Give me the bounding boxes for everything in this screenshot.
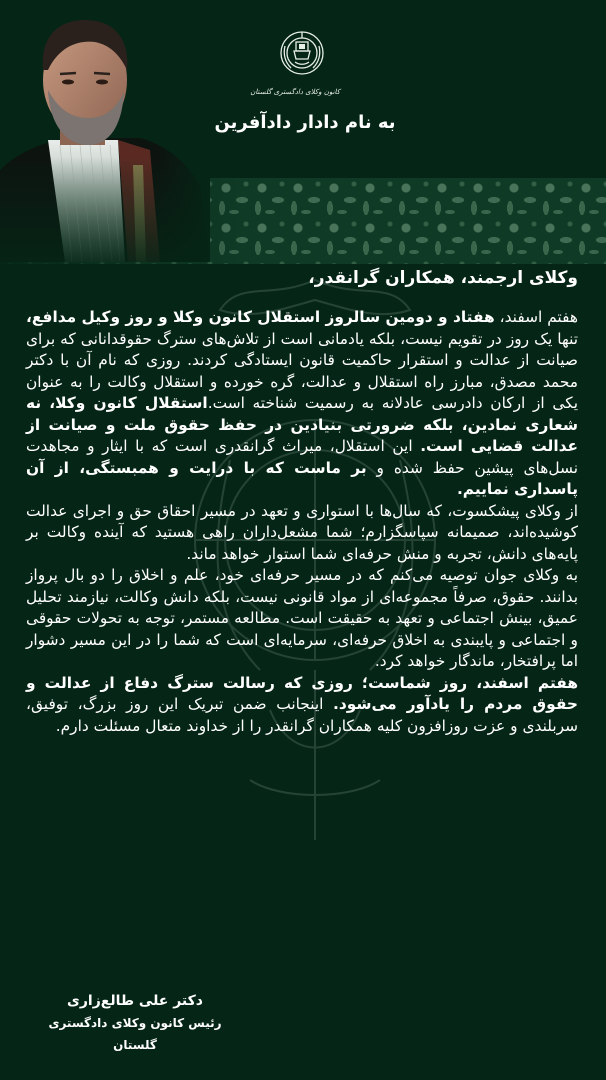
emphasized-text: هفتاد و دومین سالروز استقلال کانون وکلا و روز وکیل مدافع، <box>26 308 495 326</box>
emphasized-text: هفتم اسفند، روز شماست؛ روزی که رسالت سترگ دفاع از عدالت و حقوق مردم را یادآور می‌شود. <box>26 673 578 713</box>
emphasized-text: بر ماست که با درایت و همبستگی، از آن پاسداری نماییم. <box>26 458 578 498</box>
letter-salutation: وکلای ارجمند، همکاران گرانقدر، <box>308 268 578 288</box>
letter-paragraph <box>26 307 578 501</box>
signatory-title: رئیس کانون وکلای دادگستری گلستان <box>48 1016 222 1052</box>
logo-caption: کانون وکلای دادگستری گلستان <box>250 88 340 96</box>
emphasized-text: استقلال کانون وکلا، نه شعاری نمادین، بلکه ضرورتی بنیادین در حفظ حقوق ملت و صیانت از عدالت قضایی است. <box>26 394 579 455</box>
paragraph-text: این استقلال، میراث گرانقدری است که با ایثار و مجاهدت نسل‌های پیشین حفظ شده و <box>26 437 578 477</box>
paragraph-text: از وکلای پیشکسوت، که سال‌ها با استواری و تعهد در مسیر احقاق حق و اجرای عدالت کوشیده‌اند، صمیمانه سپاسگزارم؛ شما مشعل‌داران راهی هستید که آینده وکالت بر پایه‌های دانش، تجربه و منش حرفه‌ای شما استوار خواهد ماند. <box>26 501 578 563</box>
signature-block <box>30 990 240 1056</box>
basmala-heading: به نام دادار دادآفرین <box>214 112 396 133</box>
portrait-image <box>0 0 210 262</box>
letter-paragraph <box>26 565 578 673</box>
paragraph-text: هفتم اسفند، <box>494 308 578 326</box>
paragraph-text: تنها یک روز در تقویم نیست، بلکه یادمانی است از تلاش‌های سترگ حقوقدانانی که برای صیانت از عدالت و استقرار حاکمیت قانون ایستادگی کردند. روزی که نام آن با دکتر محمد مصدق، مبارز راه استقلال و عدالت، گره خورده و استقلال وکالت را به عنوان یکی از ارکان دادرسی عادلانه به رسمیت شناخته است. <box>26 329 578 412</box>
signatory-name: دکتر علی طالع‌زاری <box>67 993 203 1009</box>
paragraph-text: اینجانب ضمن تبریک این روز بزرگ، توفیق، سربلندی و عزت روزافزون کلیه همکاران گرانقدر را از خداوند متعال مسئلت دارم. <box>26 695 578 735</box>
letter-paragraph <box>26 501 578 566</box>
letter-body <box>26 307 578 737</box>
paragraph-text: به وکلای جوان توصیه می‌کنم که در مسیر حرفه‌ای خود، علم و اخلاق را دو بال پرواز بدانند. حقوق، صرفاً مجموعه‌ای از مواد قانونی نیست، بلکه دانش وکالت، نیازمند تحلیل عمیق، بینش اجتماعی و تعهد به حقیقت است. مطالعه مستمر، توجه به تحولات حقوقی و اجتماعی و پایبندی به اخلاق حرفه‌ای، سرمایه‌ای است که شما را در این مسیر دشوار اما پرافتخار، ماندگار خواهد کرد. <box>26 566 578 670</box>
letter-paragraph <box>26 673 578 738</box>
bar-association-emblem-icon <box>277 28 327 86</box>
